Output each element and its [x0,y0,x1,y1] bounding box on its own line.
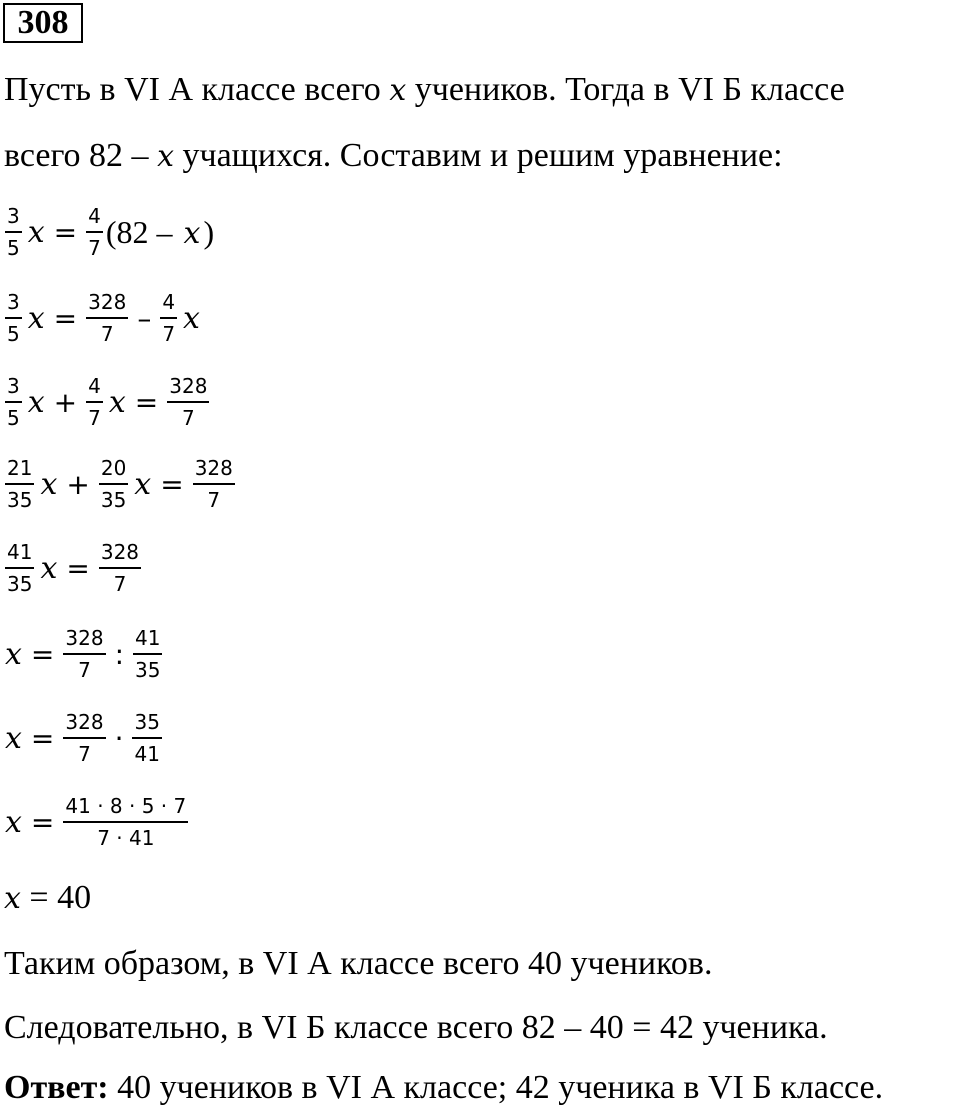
variable-x: x [134,466,152,502]
intro-text: Пусть в VI А классе всего [4,71,390,108]
equation-6 [2,616,165,692]
fraction: $\frac{328}{7}$ [100,540,140,596]
conclusion-line-2: Следовательно, в VI Б классе всего 82 – 40 = 42 ученика. [4,1009,828,1046]
equals-sign: = [30,805,55,839]
equals-sign: = [53,215,78,249]
equals-sign: = [30,637,55,671]
intro-text: учащихся. Составим и решим уравнение: [173,137,783,174]
intro-text: учеников. Тогда в VI Б классе [406,71,845,108]
fraction: $\frac{21}{35}$ [7,456,33,512]
variable-x: x [4,881,21,916]
variable-x: x [183,300,200,336]
fraction: $\frac{20}{35}$ [100,456,127,512]
problem-number: 308 [3,3,83,43]
variable-x: x [5,804,22,840]
equals-sign: = [53,301,78,335]
fraction: $\frac{4}{7}$ [88,374,101,430]
equation-7 [2,700,165,776]
fraction: $\frac{35}{41}$ [134,710,160,766]
equation-2 [2,280,203,356]
fraction: $\frac{41}{35}$ [135,626,161,682]
equation-4 [2,446,238,522]
variable-x: x [157,139,174,174]
intro-text: всего 82 – [4,137,158,174]
answer-line [4,1068,883,1108]
paren-expression: (82 – x) [105,213,215,251]
equals-sign: = [134,385,159,419]
conclusion-line-1: Таким образом, в VI А классе всего 40 учеников. [4,945,713,982]
equation-9 [4,878,91,919]
fraction: $\frac{328}{7}$ [169,374,208,430]
equation-1 [2,194,214,270]
equals-sign: = [160,467,184,501]
intro-line-1 [4,70,845,111]
multiply-sign: · [114,721,124,755]
fraction: $\frac{4}{7}$ [88,204,101,260]
plus-sign: + [66,467,90,501]
intro-line-2 [4,136,783,177]
variable-x: x [5,636,22,672]
fraction: $\frac{3}{5}$ [7,290,20,346]
equals-sign: = [30,721,55,755]
fraction: $\frac{328}{7}$ [88,290,127,346]
division-sign: : [114,637,125,671]
variable-x: x [40,550,58,586]
fraction: $\frac{328}{7}$ [194,456,233,512]
fraction: $\frac{328}{7}$ [65,626,104,682]
fraction: $\frac{328}{7}$ [65,710,104,766]
fraction: $\frac{41 \cdot 8 \cdot 5 \cdot 7}{7 \cdot 41}$ [65,794,187,850]
fraction: $\frac{4}{7}$ [162,290,176,346]
equation-8 [2,784,191,860]
equals-sign: = [66,551,90,585]
fraction: $\frac{3}{5}$ [7,374,20,430]
result-value: = 40 [20,879,92,916]
answer-label: Ответ: [4,1069,109,1106]
variable-x: x [27,384,45,420]
variable-x: x [40,466,58,502]
equation-5 [2,530,144,606]
variable-x: x [27,214,45,250]
fraction: $\frac{3}{5}$ [7,204,20,260]
equation-3 [2,364,212,440]
answer-text: 40 учеников в VI А классе; 42 ученика в VI Б классе. [108,1069,884,1106]
fraction: $\frac{41}{35}$ [7,540,33,596]
minus-sign: – [137,301,152,335]
variable-x: x [108,384,126,420]
plus-sign: + [53,385,78,419]
variable-x: x [27,300,45,336]
variable-x: x [5,720,22,756]
variable-x: x [389,73,407,108]
